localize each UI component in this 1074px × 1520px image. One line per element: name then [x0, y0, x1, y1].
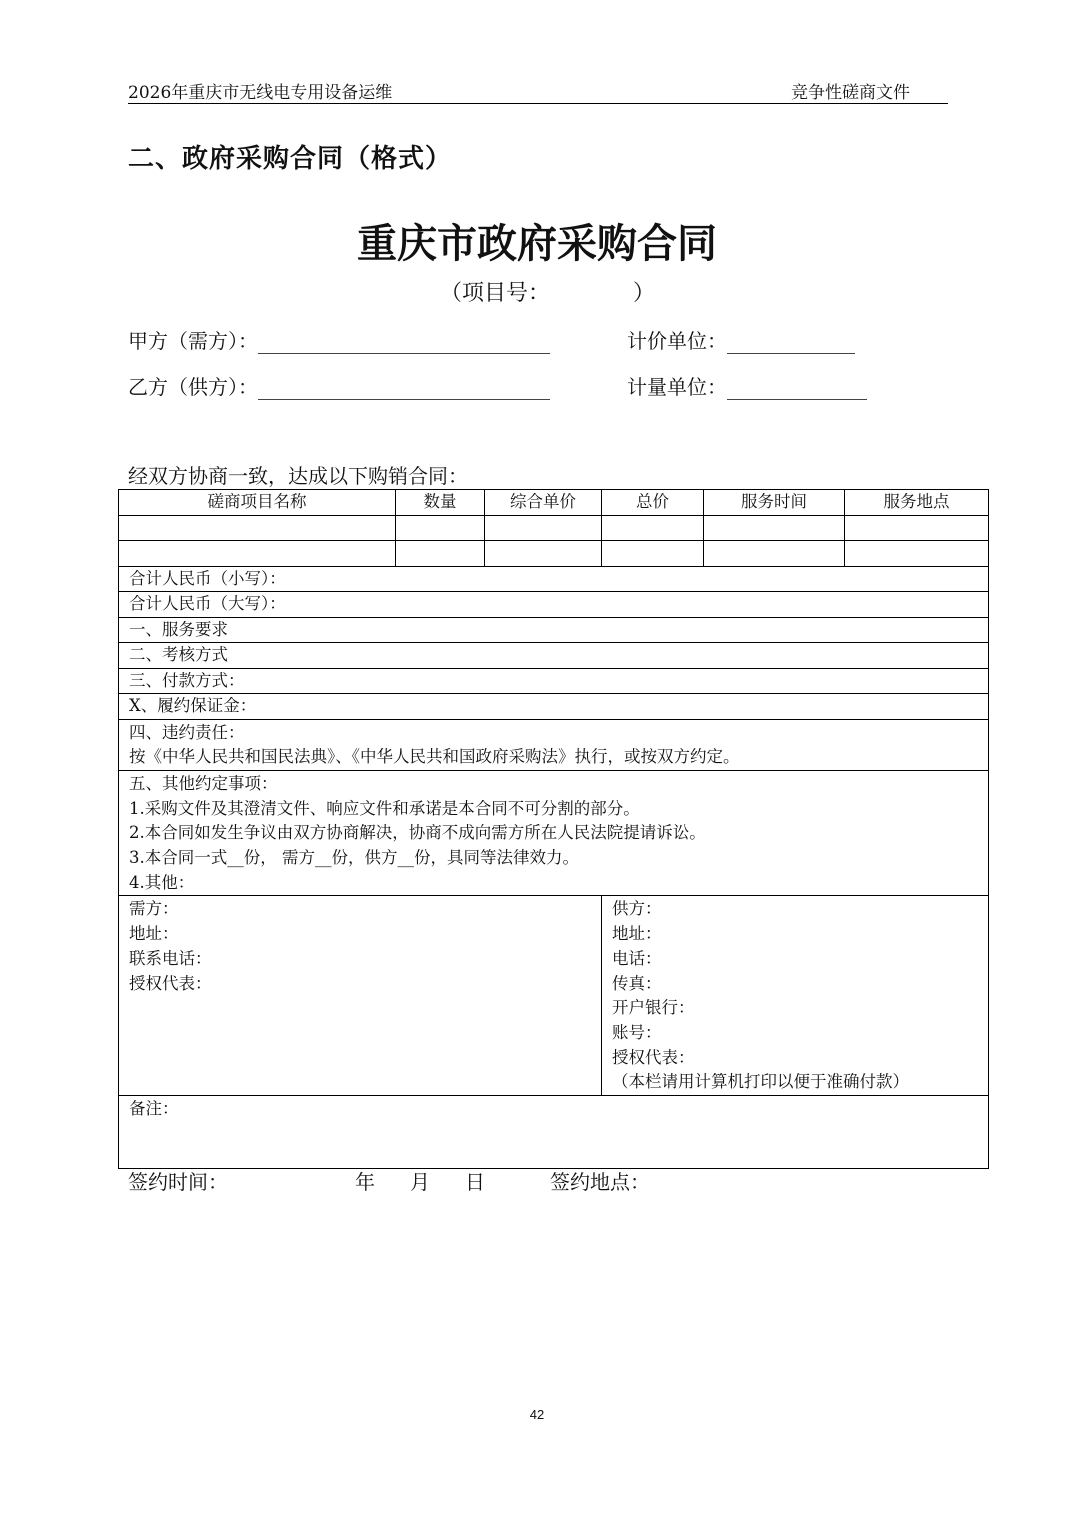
breach-title: 四、违约责任：	[129, 722, 245, 742]
assessment-row: 二、考核方式	[119, 643, 989, 669]
total-upper-row: 合计人民币（大写）：	[119, 592, 989, 618]
payment-row: 三、付款方式：	[119, 668, 989, 694]
party-a-blank[interactable]	[258, 331, 550, 354]
table-cell[interactable]	[602, 515, 704, 541]
remarks-cell[interactable]	[119, 1096, 989, 1169]
table-row	[119, 515, 989, 541]
buyer-info-cell	[119, 896, 602, 1096]
price-unit-blank[interactable]	[727, 331, 855, 354]
price-unit-label: 计价单位：	[627, 329, 727, 353]
party-a-label: 甲方（需方）：	[128, 329, 258, 353]
table-cell[interactable]	[396, 515, 485, 541]
table-row	[119, 541, 989, 567]
contract-title: 重庆市政府采购合同	[357, 220, 717, 267]
buyer-phone: 联系电话：	[129, 948, 212, 968]
col-header: 服务时间	[704, 490, 845, 516]
table-cell[interactable]	[119, 515, 396, 541]
table-cell[interactable]	[119, 541, 396, 567]
signing-day: 日	[465, 1170, 485, 1194]
seller-address: 地址：	[612, 924, 662, 944]
page-header	[128, 76, 948, 104]
table-cell[interactable]	[396, 541, 485, 567]
price-unit-row	[627, 325, 855, 354]
other-item: 3.本合同一式__份， 需方__份，供方__份，具同等法律效力。	[129, 848, 579, 868]
measure-unit-label: 计量单位：	[627, 375, 727, 399]
signing-time-label: 签约时间：	[128, 1170, 228, 1194]
seller-fax: 传真：	[612, 973, 662, 993]
signing-place-label: 签约地点：	[550, 1170, 650, 1194]
table-cell[interactable]	[704, 515, 845, 541]
seller-info-cell	[602, 896, 989, 1096]
party-b-blank[interactable]	[258, 377, 550, 400]
party-b-row	[128, 371, 550, 400]
signing-month: 月	[410, 1170, 430, 1194]
table-cell[interactable]	[845, 515, 989, 541]
table-header-row	[119, 490, 989, 516]
header-left: 2026年重庆市无线电专用设备运维	[128, 83, 393, 103]
header-right: 竞争性磋商文件	[791, 83, 910, 103]
project-number-label: （项目号：	[440, 281, 540, 306]
breach-text: 按《中华人民共和国民法典》、《中华人民共和国政府采购法》执行，或按双方约定。	[129, 747, 740, 767]
seller-account: 账号：	[612, 1022, 662, 1042]
other-item: 2.本合同如发生争议由双方协商解决，协商不成向需方所在人民法院提请诉讼。	[129, 823, 706, 843]
seller-representative: 授权代表：	[612, 1047, 695, 1067]
table-cell[interactable]	[602, 541, 704, 567]
other-item: 4.其他：	[129, 872, 195, 892]
project-number	[440, 276, 655, 307]
col-header: 总价	[602, 490, 704, 516]
col-header: 服务地点	[845, 490, 989, 516]
party-a-row	[128, 325, 550, 354]
other-item: 1.采购文件及其澄清文件、响应文件和承诺是本合同不可分割的部分。	[129, 798, 640, 818]
breach-row	[119, 719, 989, 770]
seller-bank: 开户银行：	[612, 998, 695, 1018]
seller-name: 供方：	[612, 899, 662, 919]
project-number-close: ）	[633, 281, 656, 306]
contract-table	[118, 489, 989, 1169]
total-lower-row: 合计人民币（小写）：	[119, 566, 989, 592]
deposit-row: X、履约保证金：	[119, 694, 989, 720]
seller-phone: 电话：	[612, 948, 662, 968]
table-cell[interactable]	[485, 515, 602, 541]
other-title: 五、其他约定事项：	[129, 773, 278, 793]
page-number: 42	[529, 1407, 545, 1422]
section-title: 二、政府采购合同（格式）	[128, 144, 453, 174]
table-cell[interactable]	[845, 541, 989, 567]
other-terms-row	[119, 770, 989, 896]
measure-unit-blank[interactable]	[727, 377, 867, 400]
seller-note: （本栏请用计算机打印以便于准确付款）	[612, 1072, 909, 1092]
col-header: 综合单价	[485, 490, 602, 516]
col-header: 数量	[396, 490, 485, 516]
table-cell[interactable]	[485, 541, 602, 567]
buyer-address: 地址：	[129, 924, 179, 944]
party-b-label: 乙方（供方）：	[128, 375, 258, 399]
intro-text: 经双方协商一致，达成以下购销合同：	[128, 464, 468, 488]
buyer-name: 需方：	[129, 899, 179, 919]
service-requirements-row: 一、服务要求	[119, 617, 989, 643]
table-cell[interactable]	[704, 541, 845, 567]
buyer-representative: 授权代表：	[129, 973, 212, 993]
signing-year: 年	[355, 1170, 375, 1194]
remarks-label: 备注：	[129, 1099, 179, 1119]
measure-unit-row	[627, 371, 867, 400]
col-header: 磋商项目名称	[119, 490, 396, 516]
